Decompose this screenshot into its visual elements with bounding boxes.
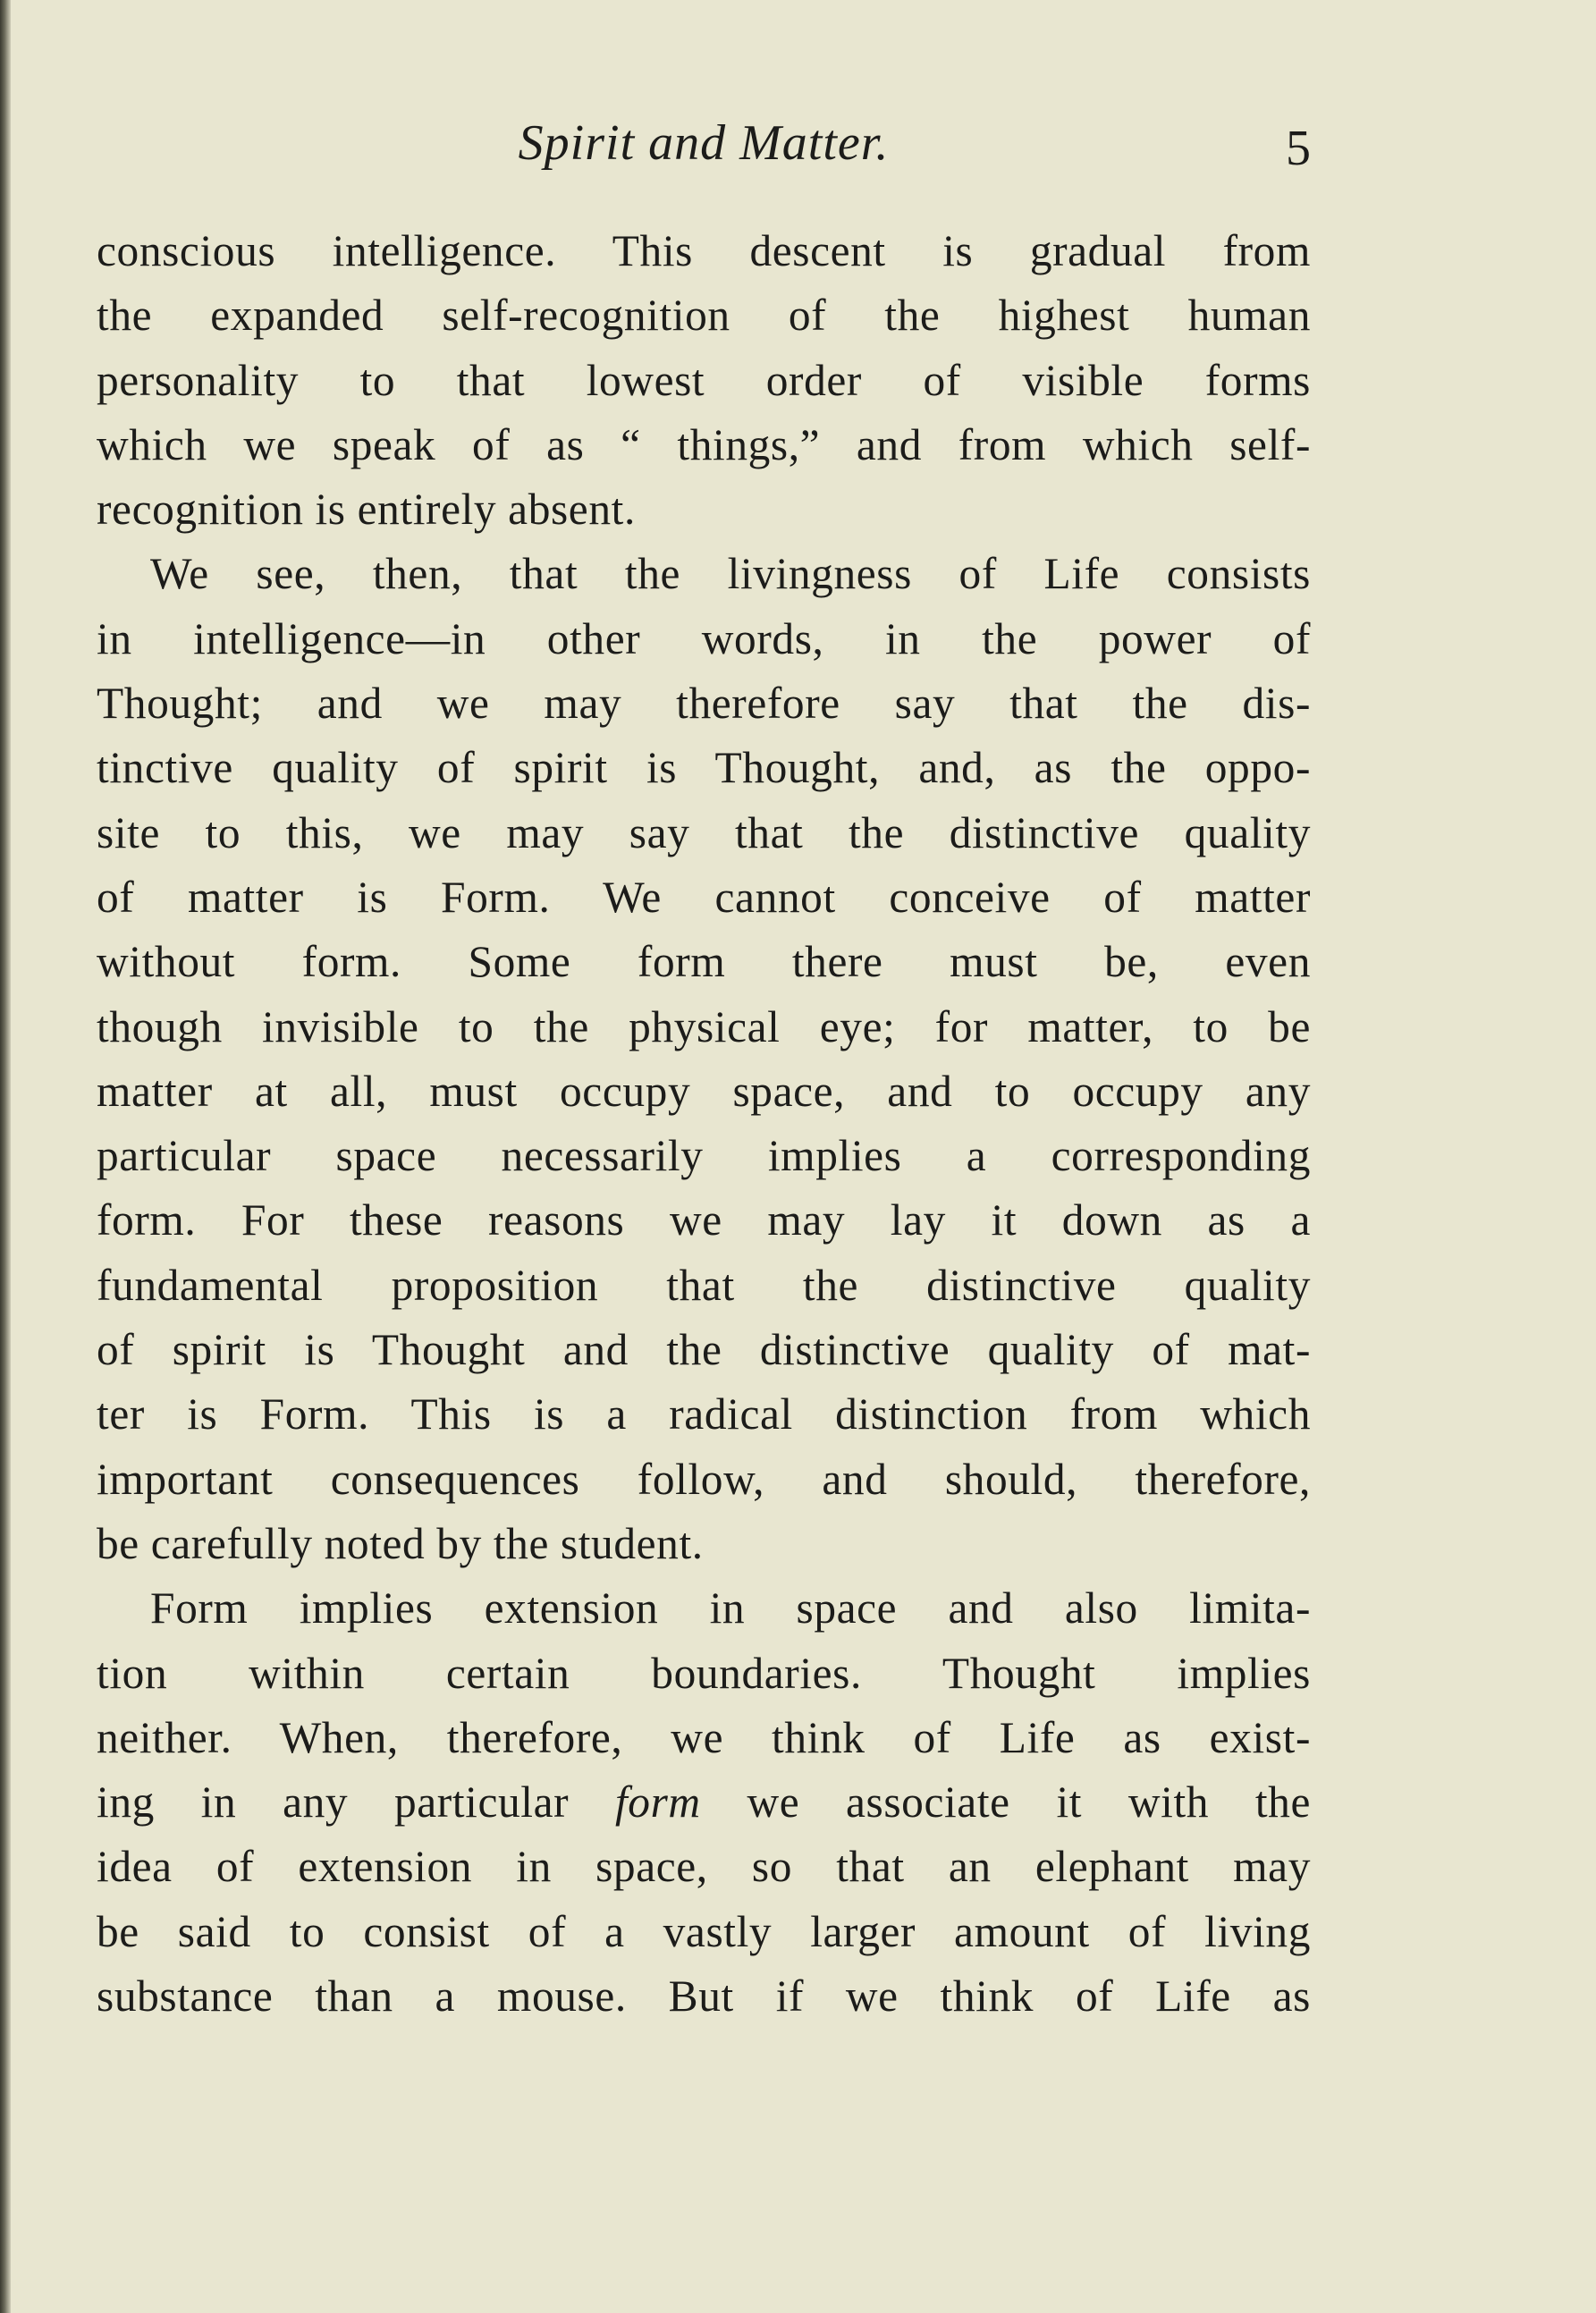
text-line: idea of extension in space, so that an elephant may xyxy=(97,1842,1311,1892)
text-line: the expanded self-recognition of the highest human xyxy=(97,291,1311,341)
text-line-with-italic xyxy=(97,1770,1311,1835)
text-line: in intelligence—in other words, in the power of xyxy=(97,613,1311,663)
text-line: of matter is Form. We cannot conceive of matter xyxy=(97,872,1311,922)
text-line: recognition is entirely absent. xyxy=(97,485,636,535)
text-line: without form. Some form there must be, even xyxy=(97,937,1311,987)
text-line: neither. When, therefore, we think of Life as exist- xyxy=(97,1712,1311,1762)
paragraph-first-line: Form implies extension in space and also limita- xyxy=(150,1583,1311,1633)
text-line: important consequences follow, and should, therefore, xyxy=(97,1454,1311,1504)
text-line: particular space necessarily implies a corresponding xyxy=(97,1131,1311,1181)
body-text xyxy=(97,219,1311,2029)
text-line: site to this, we may say that the distinctive quality xyxy=(97,807,1311,857)
text-line: fundamental proposition that the distinctive quality xyxy=(97,1260,1311,1310)
text-line: though invisible to the physical eye; for matter, to be xyxy=(97,1001,1311,1051)
running-title: Spirit and Matter. xyxy=(518,115,890,171)
line-segment: ing in any particular xyxy=(97,1777,615,1828)
page-number: 5 xyxy=(1286,121,1311,176)
text-line: personality to that lowest order of visible forms xyxy=(97,355,1311,405)
text-line: Thought; and we may therefore say that the dis- xyxy=(97,679,1311,729)
book-spine-edge xyxy=(0,0,11,2313)
text-line: which we speak of as “ things,” and from which self- xyxy=(97,419,1311,469)
text-line: matter at all, must occupy space, and to occupy any xyxy=(97,1066,1311,1116)
text-line: tinctive quality of spirit is Thought, and, as the oppo- xyxy=(97,743,1311,793)
text-line: tion within certain boundaries. Thought implies xyxy=(97,1648,1311,1698)
text-line: be said to consist of a vastly larger amount of living xyxy=(97,1906,1311,1956)
text-line: substance than a mouse. But if we think of Life as xyxy=(97,1971,1311,2022)
line-segment: we associate it with the xyxy=(700,1777,1311,1828)
italic-word: form xyxy=(614,1777,701,1828)
text-line: conscious intelligence. This descent is gradual from xyxy=(97,226,1311,275)
text-line: form. For these reasons we may lay it down as a xyxy=(97,1195,1311,1245)
text-line: of spirit is Thought and the distinctive quality of mat- xyxy=(97,1325,1311,1375)
text-line: be carefully noted by the student. xyxy=(97,1518,704,1568)
text-line: ter is Form. This is a radical distinction from which xyxy=(97,1389,1311,1439)
running-head xyxy=(97,112,1311,183)
paragraph-first-line: We see, then, that the livingness of Life consists xyxy=(150,549,1311,599)
